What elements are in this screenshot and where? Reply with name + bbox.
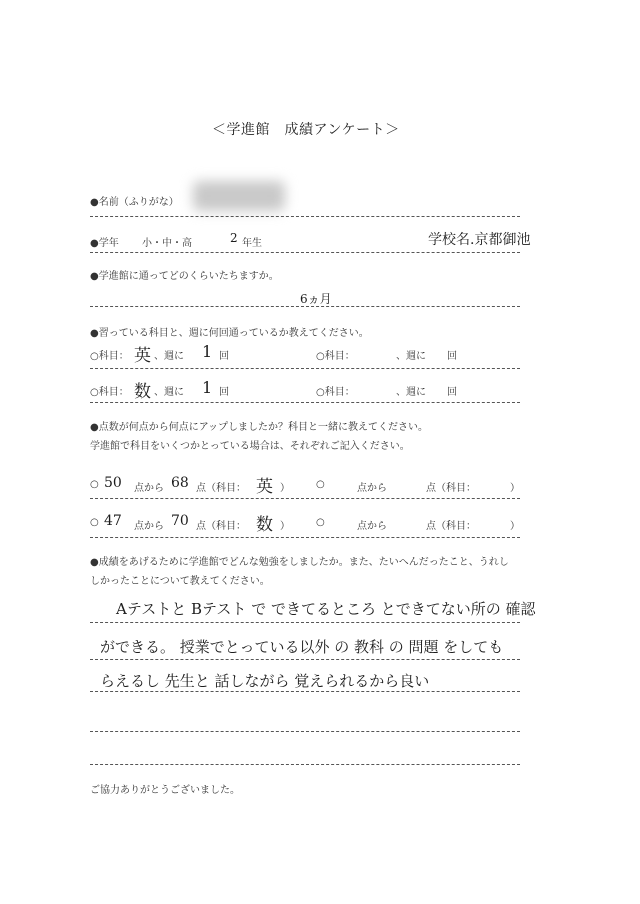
score-row-2-bullet: ○ — [316, 479, 325, 490]
grade-label: ●学年 — [90, 238, 119, 249]
score-row-1-from: 50 — [104, 475, 122, 491]
score-row-4-from-label: 点から — [357, 521, 387, 532]
score-row-4-to-label: 点（科目： — [426, 521, 476, 532]
score-row-1-from-label: 点から — [134, 483, 164, 494]
name-line — [90, 216, 520, 217]
study-line-3 — [90, 691, 520, 692]
thanks-text: ご協力ありがとうございました。 — [90, 785, 240, 796]
subject-row-1-count: 1 — [202, 342, 213, 361]
study-line-4 — [90, 731, 520, 732]
score-row-4-bullet: ○ — [316, 517, 325, 528]
score-row-3-from: 47 — [104, 513, 122, 529]
subject-row-1-subject: 英 — [134, 346, 151, 366]
score-row-3-bullet: ○ — [90, 517, 99, 528]
subject-row-3-unit: 回 — [219, 387, 229, 398]
score-row-2-to-label: 点（科目： — [426, 483, 476, 494]
subject-row-3-week: 、週に — [154, 387, 184, 398]
subject-row-1-week: 、週に — [154, 351, 184, 362]
subject-row-1-unit: 回 — [219, 351, 229, 362]
study-question-1: ●成績をあげるために学進館でどんな勉強をしましたか。また、たいへんだったこと、うれし — [90, 557, 509, 568]
score-row-3-to: 70 — [171, 513, 189, 529]
study-line-2 — [90, 659, 520, 660]
duration-line — [90, 306, 520, 307]
study-line-5 — [90, 764, 520, 765]
score-row-1-subject: 英 — [256, 477, 273, 497]
subject-row-3-prefix: ○科目： — [90, 387, 129, 398]
name-label: ●名前（ふりがな） — [90, 197, 179, 208]
scores-question-1: ●点数が何点から何点にアップしましたか？科目と一緒に教えてください。 — [90, 422, 429, 433]
subject-row-3-count: 1 — [202, 378, 213, 397]
duration-question: ●学進館に通ってどのくらいたちますか。 — [90, 271, 279, 282]
score-row-1-close: ） — [280, 483, 290, 494]
subjects-line-1 — [90, 368, 520, 369]
scores-line-2 — [90, 537, 520, 538]
score-row-3-close: ） — [280, 521, 290, 532]
redacted-name — [193, 181, 285, 211]
score-row-4-close: ） — [510, 521, 520, 532]
score-row-3-subject: 数 — [256, 515, 273, 535]
subject-row-4-unit: 回 — [447, 387, 457, 398]
subjects-question: ●習っている科目と、週に何回通っているか教えてください。 — [90, 328, 369, 339]
score-row-3-from-label: 点から — [134, 521, 164, 532]
study-answer-line-2: ができる。 授業でとっている以外 の 教科 の 問題 をしても — [100, 638, 504, 656]
study-line-1 — [90, 622, 520, 623]
grade-line — [90, 252, 520, 253]
subject-row-2-unit: 回 — [447, 351, 457, 362]
study-question-2: しかったことについて教えてください。 — [90, 576, 270, 587]
score-row-3-to-label: 点（科目： — [196, 521, 246, 532]
study-answer-line-1: Aテストと Bテスト で できてるところ とできてない所の 確認 — [116, 600, 536, 618]
grade-levels: 小・中・高 — [142, 238, 192, 249]
grade-suffix: 年生 — [242, 238, 262, 249]
survey-title: ＜学進館 成績アンケート＞ — [212, 122, 400, 138]
study-answer-line-3: らえるし 先生と 話しながら 覚えられるから良い — [100, 672, 430, 690]
school-name: 学校名.京都御池 — [428, 232, 531, 248]
subjects-line-2 — [90, 402, 520, 403]
subject-row-2-week: 、週に — [396, 351, 426, 362]
score-row-1-to-label: 点（科目： — [196, 483, 246, 494]
score-row-1-bullet: ○ — [90, 479, 99, 490]
subject-row-3-subject: 数 — [134, 382, 151, 402]
subject-row-4-prefix: ○科目： — [316, 387, 355, 398]
duration-answer: 6ヵ月 — [300, 292, 332, 306]
subject-row-1-prefix: ○科目： — [90, 351, 129, 362]
subject-row-2-prefix: ○科目： — [316, 351, 355, 362]
grade-year: 2 — [230, 231, 238, 245]
subject-row-4-week: 、週に — [396, 387, 426, 398]
scores-line-1 — [90, 498, 520, 499]
scores-question-2: 学進館で科目をいくつかとっている場合は、それぞれご記入ください。 — [90, 441, 410, 452]
score-row-2-from-label: 点から — [357, 483, 387, 494]
score-row-2-close: ） — [510, 483, 520, 494]
score-row-1-to: 68 — [171, 475, 189, 491]
